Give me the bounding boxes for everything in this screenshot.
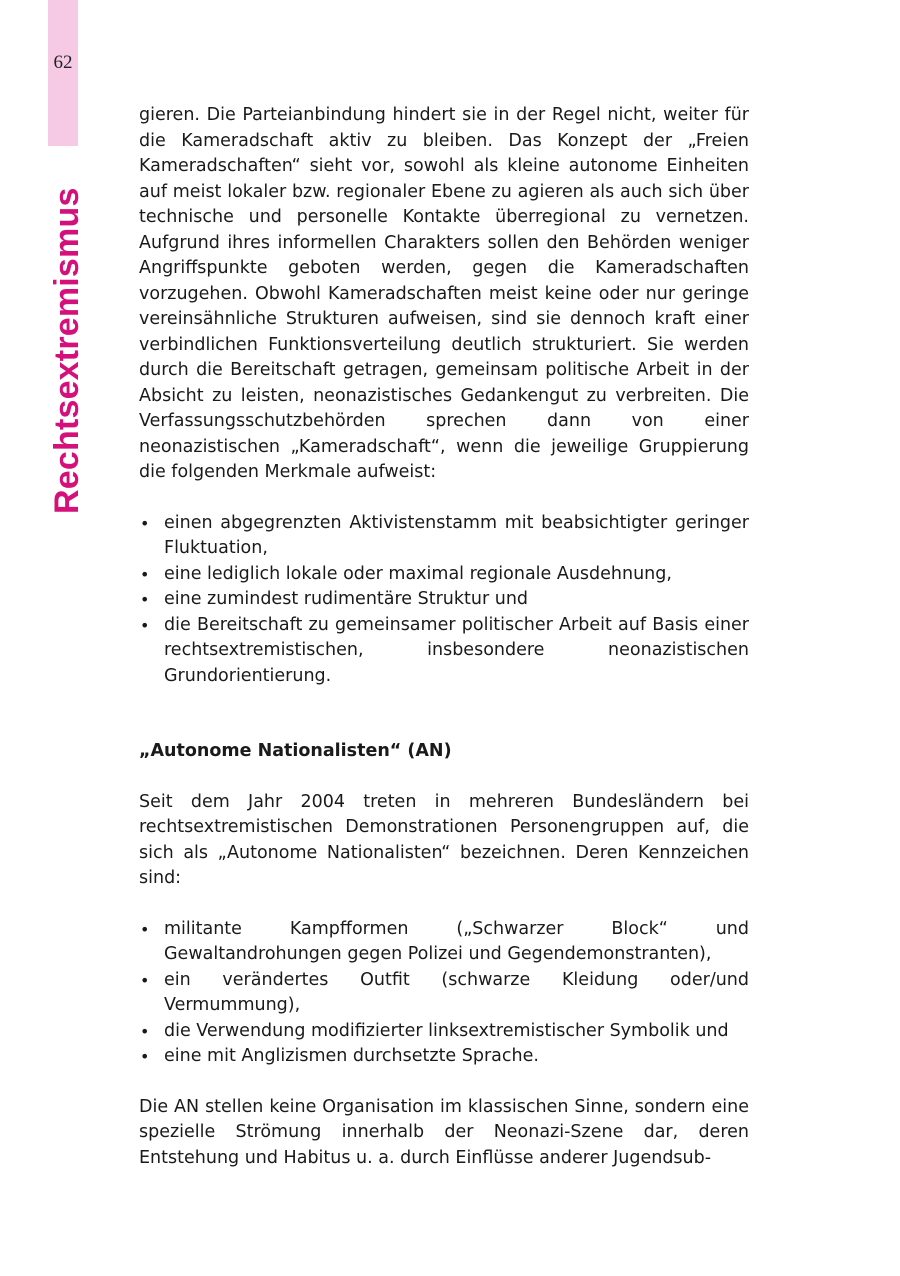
- section-label: Rechtsextremismus: [48, 187, 86, 514]
- bullet-icon: •: [140, 615, 150, 635]
- list-item-text: die Bereitschaft zu gemeinsamer politischer Arbeit auf Basis einer rechtsextremistischen, insbesondere neonazistischen Grundorientierung.: [164, 614, 749, 686]
- an-list: [139, 917, 749, 1070]
- list-item: [139, 968, 749, 1019]
- list-item-text: einen abgegrenzten Aktivistenstamm mit beabsichtigter geringer Fluktuation,: [164, 512, 749, 558]
- list-item: [139, 1044, 749, 1070]
- page-content: [139, 103, 749, 1171]
- bullet-icon: •: [140, 564, 150, 584]
- bullet-icon: •: [140, 970, 150, 990]
- page-number: 62: [53, 52, 73, 73]
- features-list: [139, 511, 749, 690]
- list-item-text: eine zumindest rudimentäre Struktur und: [164, 589, 529, 609]
- list-item: [139, 917, 749, 968]
- bullet-icon: •: [140, 590, 150, 609]
- list-item-text: eine lediglich lokale oder maximal regionale Ausdehnung,: [164, 563, 672, 584]
- list-item-text: militante Kampfformen („Schwarzer Block“ und Gewaltandrohungen gegen Polizei und Gegendemonstranten),: [164, 918, 749, 964]
- intro-paragraph: gieren. Die Parteianbindung hindert sie in der Regel nicht, weiter für die Kameradschaft aktiv zu bleiben. Das Konzept der „Freien Kameradschaften“ sieht vor, sowohl als kleine autonome Einheiten auf meist lokaler bzw. regionaler Ebene zu agieren als auch sich über technische und personelle Kontakte überregional zu vernetzen. Aufgrund ihres informellen Charakters sollen den Behörden weniger Angriffspunkte geboten werden, gegen die Kameradschaften vorzugehen. Obwohl Kameradschaften meist keine oder nur geringe vereinsähnliche Strukturen aufweisen, sind sie dennoch kraft einer verbindlichen Funktionsverteilung deutlich strukturiert. Sie werden durch die Bereitschaft getragen, gemeinsam politische Arbeit in der Absicht zu leisten, neonazistisches Gedankengut zu verbreiten. Die Verfassungsschutzbehörden sprechen dann von einer neonazistischen „Kameradschaft“, wenn die jeweilige Gruppierung die folgenden Merkmale aufweist:: [139, 105, 749, 482]
- bullet-icon: •: [140, 919, 150, 939]
- list-item-text: ein verändertes Outfit (schwarze Kleidung oder/und Vermummung),: [164, 969, 749, 1015]
- bullet-icon: •: [140, 1047, 150, 1066]
- list-item: [139, 562, 749, 588]
- list-item: [139, 511, 749, 562]
- bullet-icon: •: [140, 1021, 150, 1041]
- closing-paragraph: Die AN stellen keine Organisation im klassischen Sinne, sondern eine spezielle Strömung innerhalb der Neonazi-Szene dar, deren Entstehung und Habitus u. a. durch Einflüsse anderer Jugendsub-: [139, 1096, 749, 1168]
- an-paragraph: Seit dem Jahr 2004 treten in mehreren Bundesländern bei rechtsextremistischen Demonstrationen Personengruppen auf, die sich als „Autonome Nationalisten“ bezeichnen. Deren Kennzeichen sind:: [139, 791, 749, 888]
- list-item-text: eine mit Anglizismen durchsetzte Sprache.: [164, 1046, 539, 1066]
- list-item: [139, 587, 749, 613]
- bullet-icon: •: [140, 513, 150, 533]
- list-item: [139, 613, 749, 690]
- list-item: [139, 1019, 749, 1045]
- list-item-text: die Verwendung modifizierter linksextremistischer Symbolik und: [164, 1020, 729, 1041]
- section-heading: „Autonome Nationalisten“ (AN): [139, 741, 452, 761]
